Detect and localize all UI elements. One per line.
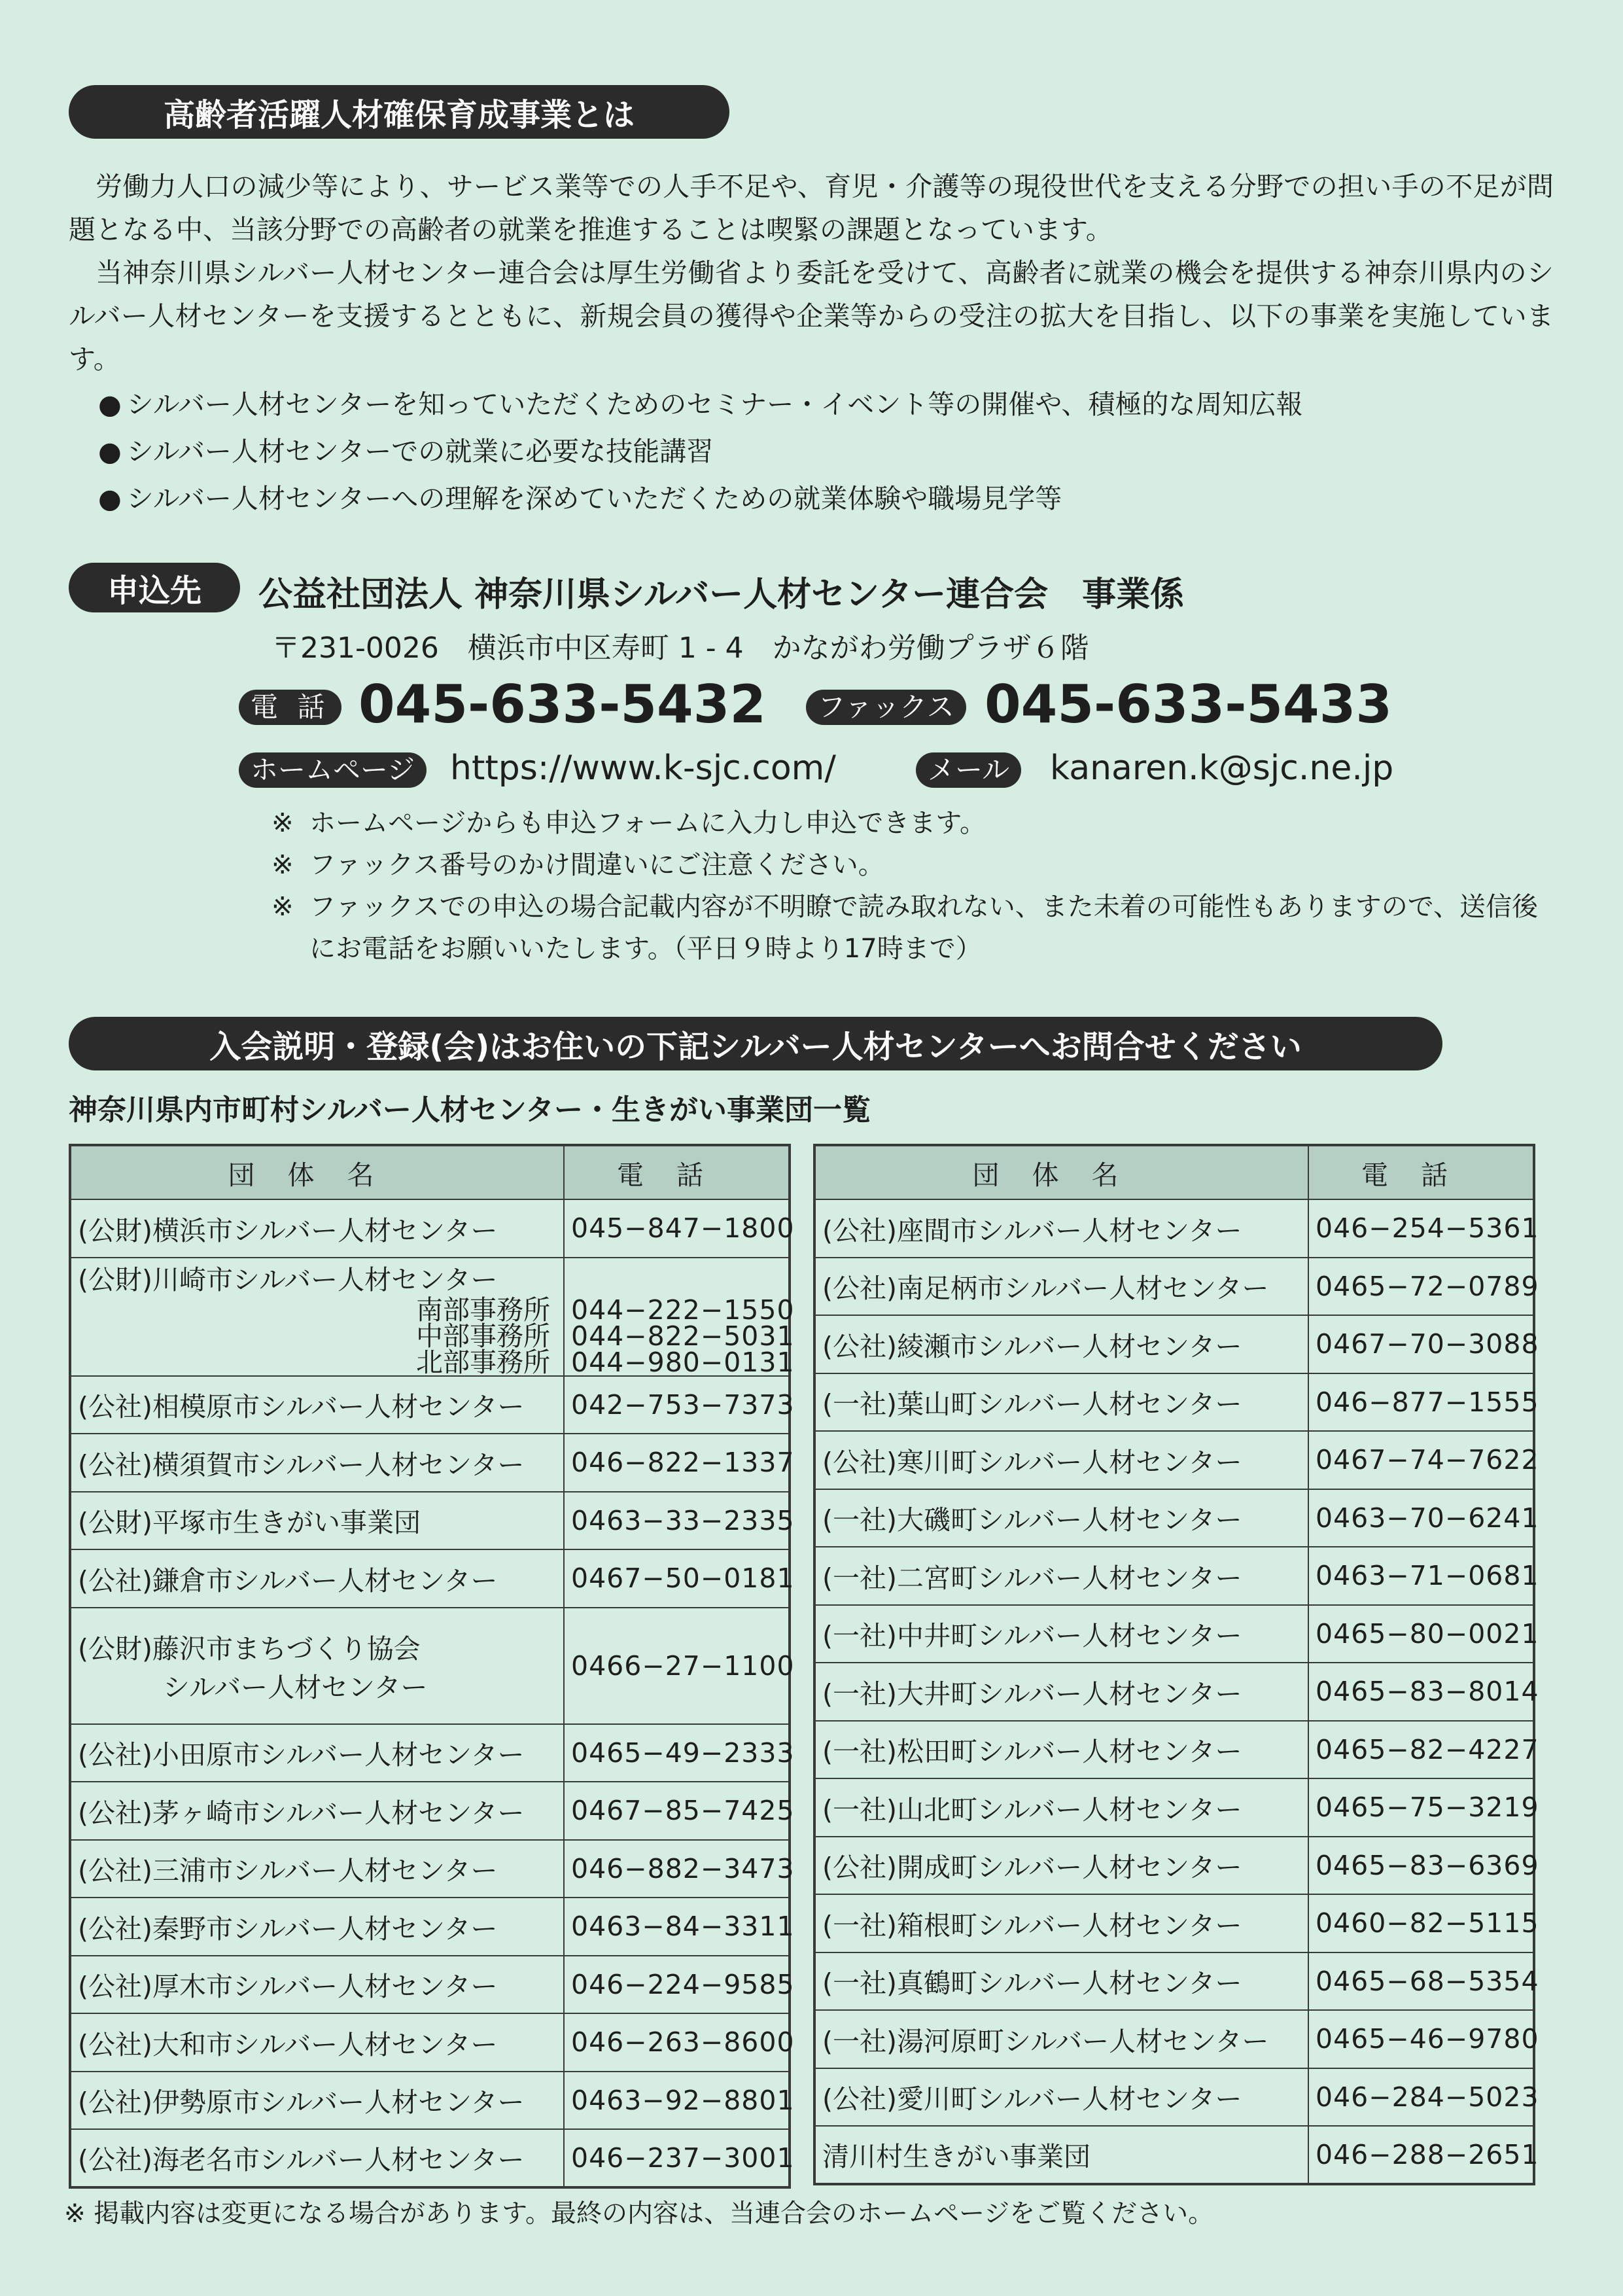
org-name: (公社)愛川町シルバー人材センター <box>822 2083 1242 2115</box>
org-tel[interactable]: 0460−82−5115 <box>1316 1907 1539 1939</box>
org-tel[interactable]: 0466−27−1100 <box>571 1650 795 1682</box>
table-row <box>814 1431 1534 1489</box>
activity-item: ● シルバー人材センターへの理解を深めていただくための就業体験や職場見学等 <box>98 475 1302 522</box>
org-tel-cell <box>564 1549 795 1608</box>
phone-number[interactable]: 045-633-5432 <box>358 674 767 735</box>
org-name-cell <box>70 2129 564 2187</box>
org-tel-cell <box>564 1376 795 1434</box>
table-row <box>814 1258 1534 1316</box>
org-name: (公財)平塚市生きがい事業団 <box>78 1507 421 1539</box>
table-row <box>814 2126 1534 2184</box>
org-tel[interactable]: 046−288−2651 <box>1316 2138 1539 2170</box>
org-name-cell <box>814 1721 1308 1779</box>
email-tag: メール <box>916 752 1021 788</box>
note-item <box>271 886 1554 970</box>
org-tel-cell <box>1308 1894 1539 1952</box>
org-name-cell <box>814 2010 1308 2068</box>
org-name-cell <box>814 1894 1308 1952</box>
org-name: (公社)鎌倉市シルバー人材センター <box>78 1564 498 1597</box>
org-name-cell <box>814 1663 1308 1721</box>
table-row <box>70 2013 790 2072</box>
org-name-cell <box>70 1376 564 1434</box>
org-name-cell <box>70 1549 564 1608</box>
table-header <box>70 1145 790 1199</box>
table-row <box>70 1199 790 1258</box>
table-row <box>814 1778 1534 1837</box>
org-tel[interactable]: 0465−72−0789 <box>1316 1270 1539 1302</box>
org-tel[interactable]: 045−847−1800 <box>571 1212 795 1245</box>
org-tel[interactable]: 046−254−5361 <box>1316 1212 1539 1245</box>
org-name-cell <box>70 1782 564 1840</box>
org-tel[interactable]: 0467−70−3088 <box>1316 1328 1539 1360</box>
branch-tel[interactable]: 044−222−1550 <box>571 1294 795 1326</box>
org-tel[interactable]: 0463−92−8801 <box>571 2084 795 2116</box>
org-tel-cell <box>564 1724 795 1782</box>
table-row <box>70 1549 790 1608</box>
org-tel[interactable]: 0465−46−9780 <box>1316 2023 1539 2055</box>
branch-name: 中部事務所 <box>416 1320 550 1352</box>
section-heading-about: 高齢者活躍人材確保育成事業とは <box>69 85 729 139</box>
table-row <box>70 1376 790 1434</box>
org-tel-cell <box>1308 1663 1539 1721</box>
org-tel[interactable]: 046−882−3473 <box>571 1852 795 1884</box>
table-row <box>814 1605 1534 1663</box>
org-name: (公財)川崎市シルバー人材センター <box>78 1263 498 1296</box>
org-tel-cell <box>564 1956 795 2014</box>
about-paragraph-1: 労働力人口の減少等により、サービス業等での人手不足や、育児・介護等の現役世代を支える分野での担い手の不足が問題となる中、当該分野での高齢者の就業を推進することは喫緊の課題となっています。 <box>69 171 1554 245</box>
table-row <box>814 1315 1534 1373</box>
org-name-line2: シルバー人材センター <box>163 1671 428 1703</box>
org-tel-cell <box>564 2072 795 2130</box>
org-name: (一社)葉山町シルバー人材センター <box>822 1388 1242 1421</box>
activity-item: ● シルバー人材センターを知っていただくためのセミナー・イベント等の開催や、積極的な周知広報 <box>98 381 1302 428</box>
column-header-name: 団体名 <box>814 1145 1308 1199</box>
table-row <box>814 2068 1534 2127</box>
org-name-cell <box>814 1431 1308 1489</box>
org-name-cell <box>70 2013 564 2072</box>
branch-tel[interactable]: 044−980−0131 <box>571 1346 795 1378</box>
table-row <box>814 1663 1534 1721</box>
org-tel[interactable]: 046−284−5023 <box>1316 2081 1539 2113</box>
org-name: (一社)大磯町シルバー人材センター <box>822 1504 1242 1536</box>
table-row <box>814 1952 1534 2011</box>
table-row <box>814 1489 1534 1547</box>
contact-organization: 公益社団法人 神奈川県シルバー人材センター連合会 事業係 <box>258 575 1185 614</box>
org-name: (公社)相模原市シルバー人材センター <box>78 1391 525 1423</box>
contact-notes <box>271 802 1554 970</box>
note-item <box>271 844 1554 886</box>
email-link[interactable]: kanaren.k@sjc.ne.jp <box>1050 749 1394 788</box>
org-name: 清川村生きがい事業団 <box>822 2141 1091 2173</box>
directory-table-left <box>69 1144 795 2189</box>
org-name-cell <box>814 1778 1308 1837</box>
org-name: (一社)湯河原町シルバー人材センター <box>822 2025 1269 2057</box>
org-tel-cell <box>1308 1837 1539 1895</box>
org-tel[interactable]: 0467−85−7425 <box>571 1795 795 1827</box>
branch-name: 北部事務所 <box>416 1346 550 1378</box>
org-name: (一社)中井町シルバー人材センター <box>822 1620 1242 1652</box>
org-tel-cell <box>564 1898 795 1956</box>
org-tel-cell <box>564 2013 795 2072</box>
org-name-cell <box>814 1605 1308 1663</box>
table-row <box>70 1434 790 1492</box>
org-tel[interactable]: 0465−68−5354 <box>1316 1965 1539 1997</box>
table-row <box>70 1724 790 1782</box>
note-mark: ※ <box>271 850 294 880</box>
org-name-cell <box>814 2068 1308 2127</box>
org-tel-cell <box>1308 1605 1539 1663</box>
org-name-cell <box>814 2126 1308 2184</box>
org-name-cell <box>70 1434 564 1492</box>
note-item <box>271 802 1554 844</box>
contact-label: 申込先 <box>69 563 240 612</box>
org-name-cell <box>70 1608 564 1724</box>
fax-number: 045-633-5433 <box>985 674 1393 735</box>
table-row <box>70 1608 790 1724</box>
table-row <box>814 1894 1534 1952</box>
org-name-cell <box>70 1724 564 1782</box>
org-name-cell <box>814 1199 1308 1258</box>
org-tel-cell <box>1308 2126 1539 2184</box>
org-name: (公社)厚木市シルバー人材センター <box>78 1971 498 2003</box>
column-header-tel: 電話 <box>564 1145 790 1199</box>
org-tel[interactable]: 0463−33−2335 <box>571 1504 795 1536</box>
org-name: (一社)松田町シルバー人材センター <box>822 1736 1242 1768</box>
table-row <box>814 1199 1534 1258</box>
org-tel[interactable]: 0463−70−6241 <box>1316 1502 1539 1534</box>
org-name: (一社)真鶴町シルバー人材センター <box>822 1968 1242 2000</box>
org-tel[interactable]: 0465−75−3219 <box>1316 1792 1539 1824</box>
org-tel[interactable]: 0465−82−4227 <box>1316 1733 1539 1765</box>
org-tel-cell <box>564 1608 795 1724</box>
table-row <box>814 1373 1534 1432</box>
about-paragraphs <box>69 165 1554 381</box>
table-row <box>814 2010 1534 2068</box>
section-heading-registration: 入会説明・登録(会)はお住いの下記シルバー人材センターへお問合せください <box>69 1017 1442 1070</box>
org-tel-cell <box>564 1434 795 1492</box>
org-name-cell <box>70 2072 564 2130</box>
note-text: ファックスでの申込の場合記載内容が不明瞭で読み取れない、また未着の可能性もありますので、送信後にお電話をお願いいたします。（平日９時より17時まで） <box>309 892 1538 964</box>
org-name-cell <box>814 1373 1308 1432</box>
org-tel[interactable]: 0463−84−3311 <box>571 1911 795 1943</box>
column-header-name: 団体名 <box>70 1145 564 1199</box>
org-tel-cell <box>1308 1952 1539 2011</box>
org-tel-cell <box>1308 1431 1539 1489</box>
table-row <box>70 1782 790 1840</box>
note-mark: ※ <box>271 808 294 838</box>
org-tel-cell <box>1308 1199 1539 1258</box>
org-tel[interactable]: 0465−49−2333 <box>571 1737 795 1769</box>
org-name-cell <box>70 1898 564 1956</box>
org-name: (公社)寒川町シルバー人材センター <box>822 1446 1242 1478</box>
table-row <box>70 2129 790 2187</box>
org-name: (公社)綾瀬市シルバー人材センター <box>822 1330 1242 1362</box>
fax-tag: ファックス <box>806 690 966 725</box>
about-paragraph-2: 当神奈川県シルバー人材センター連合会は厚生労働省より委託を受けて、高齢者に就業の機会を提供する神奈川県内のシルバー人材センターを支援するとともに、新規会員の獲得や企業等からの受注の拡大を目指し、以下の事業を実施しています。 <box>69 257 1554 375</box>
org-tel-cell <box>564 1258 795 1378</box>
org-tel[interactable]: 0465−80−0021 <box>1316 1617 1539 1650</box>
org-name-cell <box>814 1489 1308 1547</box>
org-name: (公財)藤沢市まちづくり協会 <box>78 1633 421 1665</box>
org-name-cell <box>70 1258 564 1376</box>
org-tel[interactable]: 046−224−9585 <box>571 1968 795 2000</box>
table-row <box>70 1898 790 1956</box>
org-name-cell <box>70 1956 564 2014</box>
table-row <box>814 1837 1534 1895</box>
note-text: ホームページからも申込フォームに入力し申込できます。 <box>309 808 986 838</box>
org-tel-cell <box>1308 1721 1539 1779</box>
org-tel[interactable]: 046−237−3001 <box>571 2142 795 2174</box>
contact-address: 〒231-0026 横浜市中区寿町 1 - 4 かながわ労働プラザ６階 <box>271 631 1089 665</box>
org-tel[interactable]: 0465−83−6369 <box>1316 1849 1539 1881</box>
org-tel[interactable]: 0467−74−7622 <box>1316 1444 1539 1476</box>
org-name: (一社)大井町シルバー人材センター <box>822 1678 1242 1710</box>
org-tel-cell <box>1308 1258 1539 1316</box>
org-name: (公社)大和市シルバー人材センター <box>78 2028 498 2060</box>
org-tel[interactable]: 046−263−8600 <box>571 2026 795 2058</box>
website-tag: ホームページ <box>239 752 427 788</box>
org-tel[interactable]: 0465−83−8014 <box>1316 1676 1539 1708</box>
org-name: (公財)横浜市シルバー人材センター <box>78 1214 498 1246</box>
directory-table-right <box>813 1144 1539 2185</box>
table-row <box>814 1721 1534 1779</box>
org-name: (一社)二宮町シルバー人材センター <box>822 1562 1242 1594</box>
table-row <box>814 1547 1534 1605</box>
branch-tel[interactable]: 044−822−5031 <box>571 1320 795 1352</box>
org-name-cell <box>814 1952 1308 2011</box>
org-tel[interactable]: 046−877−1555 <box>1316 1386 1539 1418</box>
org-name: (公社)茅ヶ崎市シルバー人材センター <box>78 1797 525 1829</box>
note-text: ファックス番号のかけ間違いにご注意ください。 <box>309 850 884 880</box>
org-name: (公社)海老名市シルバー人材センター <box>78 2144 525 2176</box>
table-header <box>814 1145 1534 1199</box>
org-name: (公社)南足柄市シルバー人材センター <box>822 1273 1269 1305</box>
org-name-cell <box>814 1547 1308 1605</box>
org-name-cell <box>70 1492 564 1550</box>
org-tel-cell <box>564 2129 795 2187</box>
org-tel-cell <box>1308 1547 1539 1605</box>
table-row <box>70 1956 790 2014</box>
org-name: (公社)伊勢原市シルバー人材センター <box>78 2087 525 2119</box>
org-name: (一社)箱根町シルバー人材センター <box>822 1909 1242 1941</box>
org-tel-cell <box>1308 1778 1539 1837</box>
org-tel-cell <box>1308 1489 1539 1547</box>
phone-tag: 電 話 <box>239 690 341 725</box>
org-name-cell <box>70 1199 564 1258</box>
org-name-cell <box>814 1837 1308 1895</box>
directory-title: 神奈川県内市町村シルバー人材センター・生きがい事業団一覧 <box>69 1093 871 1127</box>
org-tel-cell <box>564 1492 795 1550</box>
org-name: (公社)座間市シルバー人材センター <box>822 1214 1242 1246</box>
column-header-tel: 電話 <box>1308 1145 1534 1199</box>
table-row <box>70 1840 790 1898</box>
org-tel-cell <box>1308 2068 1539 2127</box>
table-row <box>70 1492 790 1550</box>
org-tel[interactable]: 0467−50−0181 <box>571 1563 795 1595</box>
table-row <box>70 1258 790 1376</box>
org-name: (一社)山北町シルバー人材センター <box>822 1793 1242 1826</box>
org-tel-cell <box>564 1782 795 1840</box>
website-link[interactable]: https://www.k-sjc.com/ <box>450 749 836 788</box>
branch-name: 南部事務所 <box>416 1294 550 1326</box>
org-name-cell <box>814 1315 1308 1373</box>
org-name: (公社)開成町シルバー人材センター <box>822 1852 1242 1884</box>
org-tel-cell <box>1308 2010 1539 2068</box>
org-tel-cell <box>1308 1315 1539 1373</box>
org-tel[interactable]: 042−753−7373 <box>571 1388 795 1421</box>
activity-list <box>98 381 1302 522</box>
org-name: (公社)横須賀市シルバー人材センター <box>78 1449 525 1481</box>
org-name-cell <box>814 1258 1308 1316</box>
org-name-cell <box>70 1840 564 1898</box>
org-name: (公社)秦野市シルバー人材センター <box>78 1913 498 1945</box>
org-name: (公社)小田原市シルバー人材センター <box>78 1739 525 1771</box>
table-row <box>70 2072 790 2130</box>
note-mark: ※ <box>271 892 294 922</box>
org-tel-cell <box>564 1840 795 1898</box>
activity-item: ● シルバー人材センターでの就業に必要な技能講習 <box>98 428 1302 475</box>
org-tel-cell <box>564 1199 795 1258</box>
org-name: (公社)三浦市シルバー人材センター <box>78 1855 498 1887</box>
org-tel[interactable]: 046−822−1337 <box>571 1447 795 1479</box>
footnote: ※ 掲載内容は変更になる場合があります。最終の内容は、当連合会のホームページをご覧ください。 <box>64 2199 1214 2229</box>
org-tel-cell <box>1308 1373 1539 1432</box>
org-tel[interactable]: 0463−71−0681 <box>1316 1560 1539 1592</box>
